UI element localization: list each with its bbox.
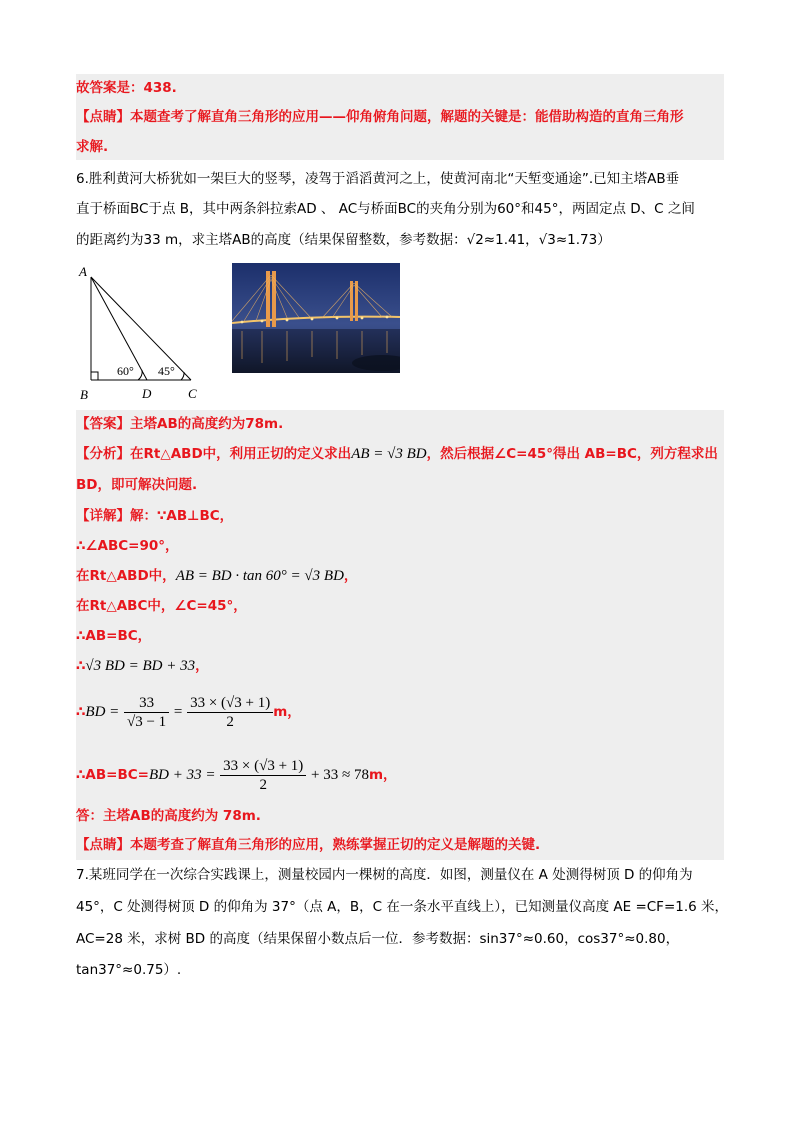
q7-line3: AC=28 米，求树 BD 的高度（结果保留小数点后一位．参考数据：sin37°≈0.60，cos37°≈0.80， xyxy=(76,931,680,947)
answer-line xyxy=(76,413,724,435)
comment-prefix: 【点睛】 xyxy=(76,109,130,125)
analysis-line1 xyxy=(76,443,724,465)
detail-line7-suffix: m， xyxy=(273,704,301,720)
detail-line6-prefix: ∴ xyxy=(76,658,86,674)
detail-line6 xyxy=(76,655,724,677)
q7-line1: 7.某班同学在一次综合实践课上，测量校园内一棵树的高度．如图，测量仪在 A 处测得树顶 D 的仰角为 xyxy=(76,867,693,883)
label-60: 60° xyxy=(117,364,134,378)
label-D: D xyxy=(142,386,152,401)
comment-text-1: 本题查考了解直角三角形的应用——仰角俯角问题，解题的关键是：能借助构造的直角三角形 xyxy=(130,109,684,125)
prev-comment-line1 xyxy=(76,106,724,128)
final-answer-line: 答：主塔AB的高度约为 78m. xyxy=(76,808,261,824)
detail-line8-rhs: + 33 ≈ 78 xyxy=(311,767,369,783)
detail-line8-frac xyxy=(220,757,306,794)
detail-prefix: 【详解】 xyxy=(76,508,130,524)
detail-line3-end: ， xyxy=(343,568,358,584)
frac1-den: √3 − 1 xyxy=(126,713,167,730)
answer-prefix: 【答案】 xyxy=(76,416,130,432)
detail-line6-suffix: ， xyxy=(195,658,209,674)
label-C: C xyxy=(188,386,197,401)
triangle-diagram xyxy=(76,262,206,402)
label-B: B xyxy=(80,387,88,402)
q7-line4: tan37°≈0.75）. xyxy=(76,962,182,978)
prev-comment-line2: 求解. xyxy=(76,139,109,155)
detail-line5: ∴AB=BC， xyxy=(76,628,152,644)
analysis-text-b: ，然后根据∠C=45°得出 AB=BC，列方程求出 xyxy=(426,446,718,462)
detail-line3-math: AB = BD · tan 60° = √3 BD xyxy=(175,568,344,584)
detail-line8-lhs: BD + 33 = xyxy=(148,767,216,783)
detail-line7-lhs: BD = xyxy=(85,704,120,720)
comment2-text: 本题考查了解直角三角形的应用，熟练掌握正切的定义是解题的关键. xyxy=(130,837,541,853)
label-A: A xyxy=(79,264,87,279)
detail-line8 xyxy=(76,755,724,795)
q6-line1: 6.胜利黄河大桥犹如一架巨大的竖琴，凌驾于滔滔黄河之上，使黄河南北“天堑变通途”.已知主塔AB垂 xyxy=(76,171,680,187)
comment2-prefix: 【点睛】 xyxy=(76,837,130,853)
analysis-text-a: 在Rt△ABD中，利用正切的定义求出 xyxy=(130,446,352,462)
analysis-prefix: 【分析】 xyxy=(76,446,130,462)
frac2-den: 2 xyxy=(226,713,234,730)
bridge-night-photo xyxy=(232,263,400,373)
detail-line3 xyxy=(76,565,724,587)
detail-line7-prefix: ∴ xyxy=(76,704,86,720)
q6-line3: 的距离约为33 m，求主塔AB的高度（结果保留整数，参考数据：√2≈1.41，√3≈1.73） xyxy=(76,232,611,248)
detail-text-1: 解：∵AB⊥BC， xyxy=(130,508,234,524)
comment2-line xyxy=(76,834,724,856)
frac2-num: 33 × (√3 + 1) xyxy=(187,694,273,713)
analysis-line2: BD，即可解决问题. xyxy=(76,477,198,493)
prev-answer-line: 故答案是：438. xyxy=(76,80,177,96)
detail-line7-frac2 xyxy=(187,694,273,731)
detail-line7 xyxy=(76,692,724,732)
detail-line7-eq: = xyxy=(173,704,183,720)
detail-line4: 在Rt△ABC中，∠C=45°， xyxy=(76,598,247,614)
label-45: 45° xyxy=(158,364,175,378)
answer-text: 主塔AB的高度约为78m. xyxy=(130,416,284,432)
frac1-num: 33 xyxy=(124,694,169,713)
detail-line1 xyxy=(76,505,724,527)
detail-line2: ∴∠ABC=90°， xyxy=(76,538,179,554)
q6-line2: 直于桥面BC于点 B，其中两条斜拉索AD 、 AC与桥面BC的夹角分别为60°和45°，两固定点 D、C 之间 xyxy=(76,201,695,217)
frac3-den: 2 xyxy=(259,776,267,793)
q7-line2: 45°，C 处测得树顶 D 的仰角为 37°（点 A，B，C 在一条水平直线上），已知测量仪高度 AE =CF=1.6 米， xyxy=(76,899,729,915)
analysis-math: AB = √3 BD xyxy=(351,446,427,462)
detail-line6-math: √3 BD = BD + 33 xyxy=(85,658,196,674)
frac3-num: 33 × (√3 + 1) xyxy=(220,757,306,776)
detail-line8-suffix: m， xyxy=(368,767,397,783)
detail-line8-prefix: ∴AB=BC= xyxy=(76,767,149,783)
detail-line3-text: 在Rt△ABD中， xyxy=(76,568,176,584)
detail-line7-frac1 xyxy=(124,694,169,731)
